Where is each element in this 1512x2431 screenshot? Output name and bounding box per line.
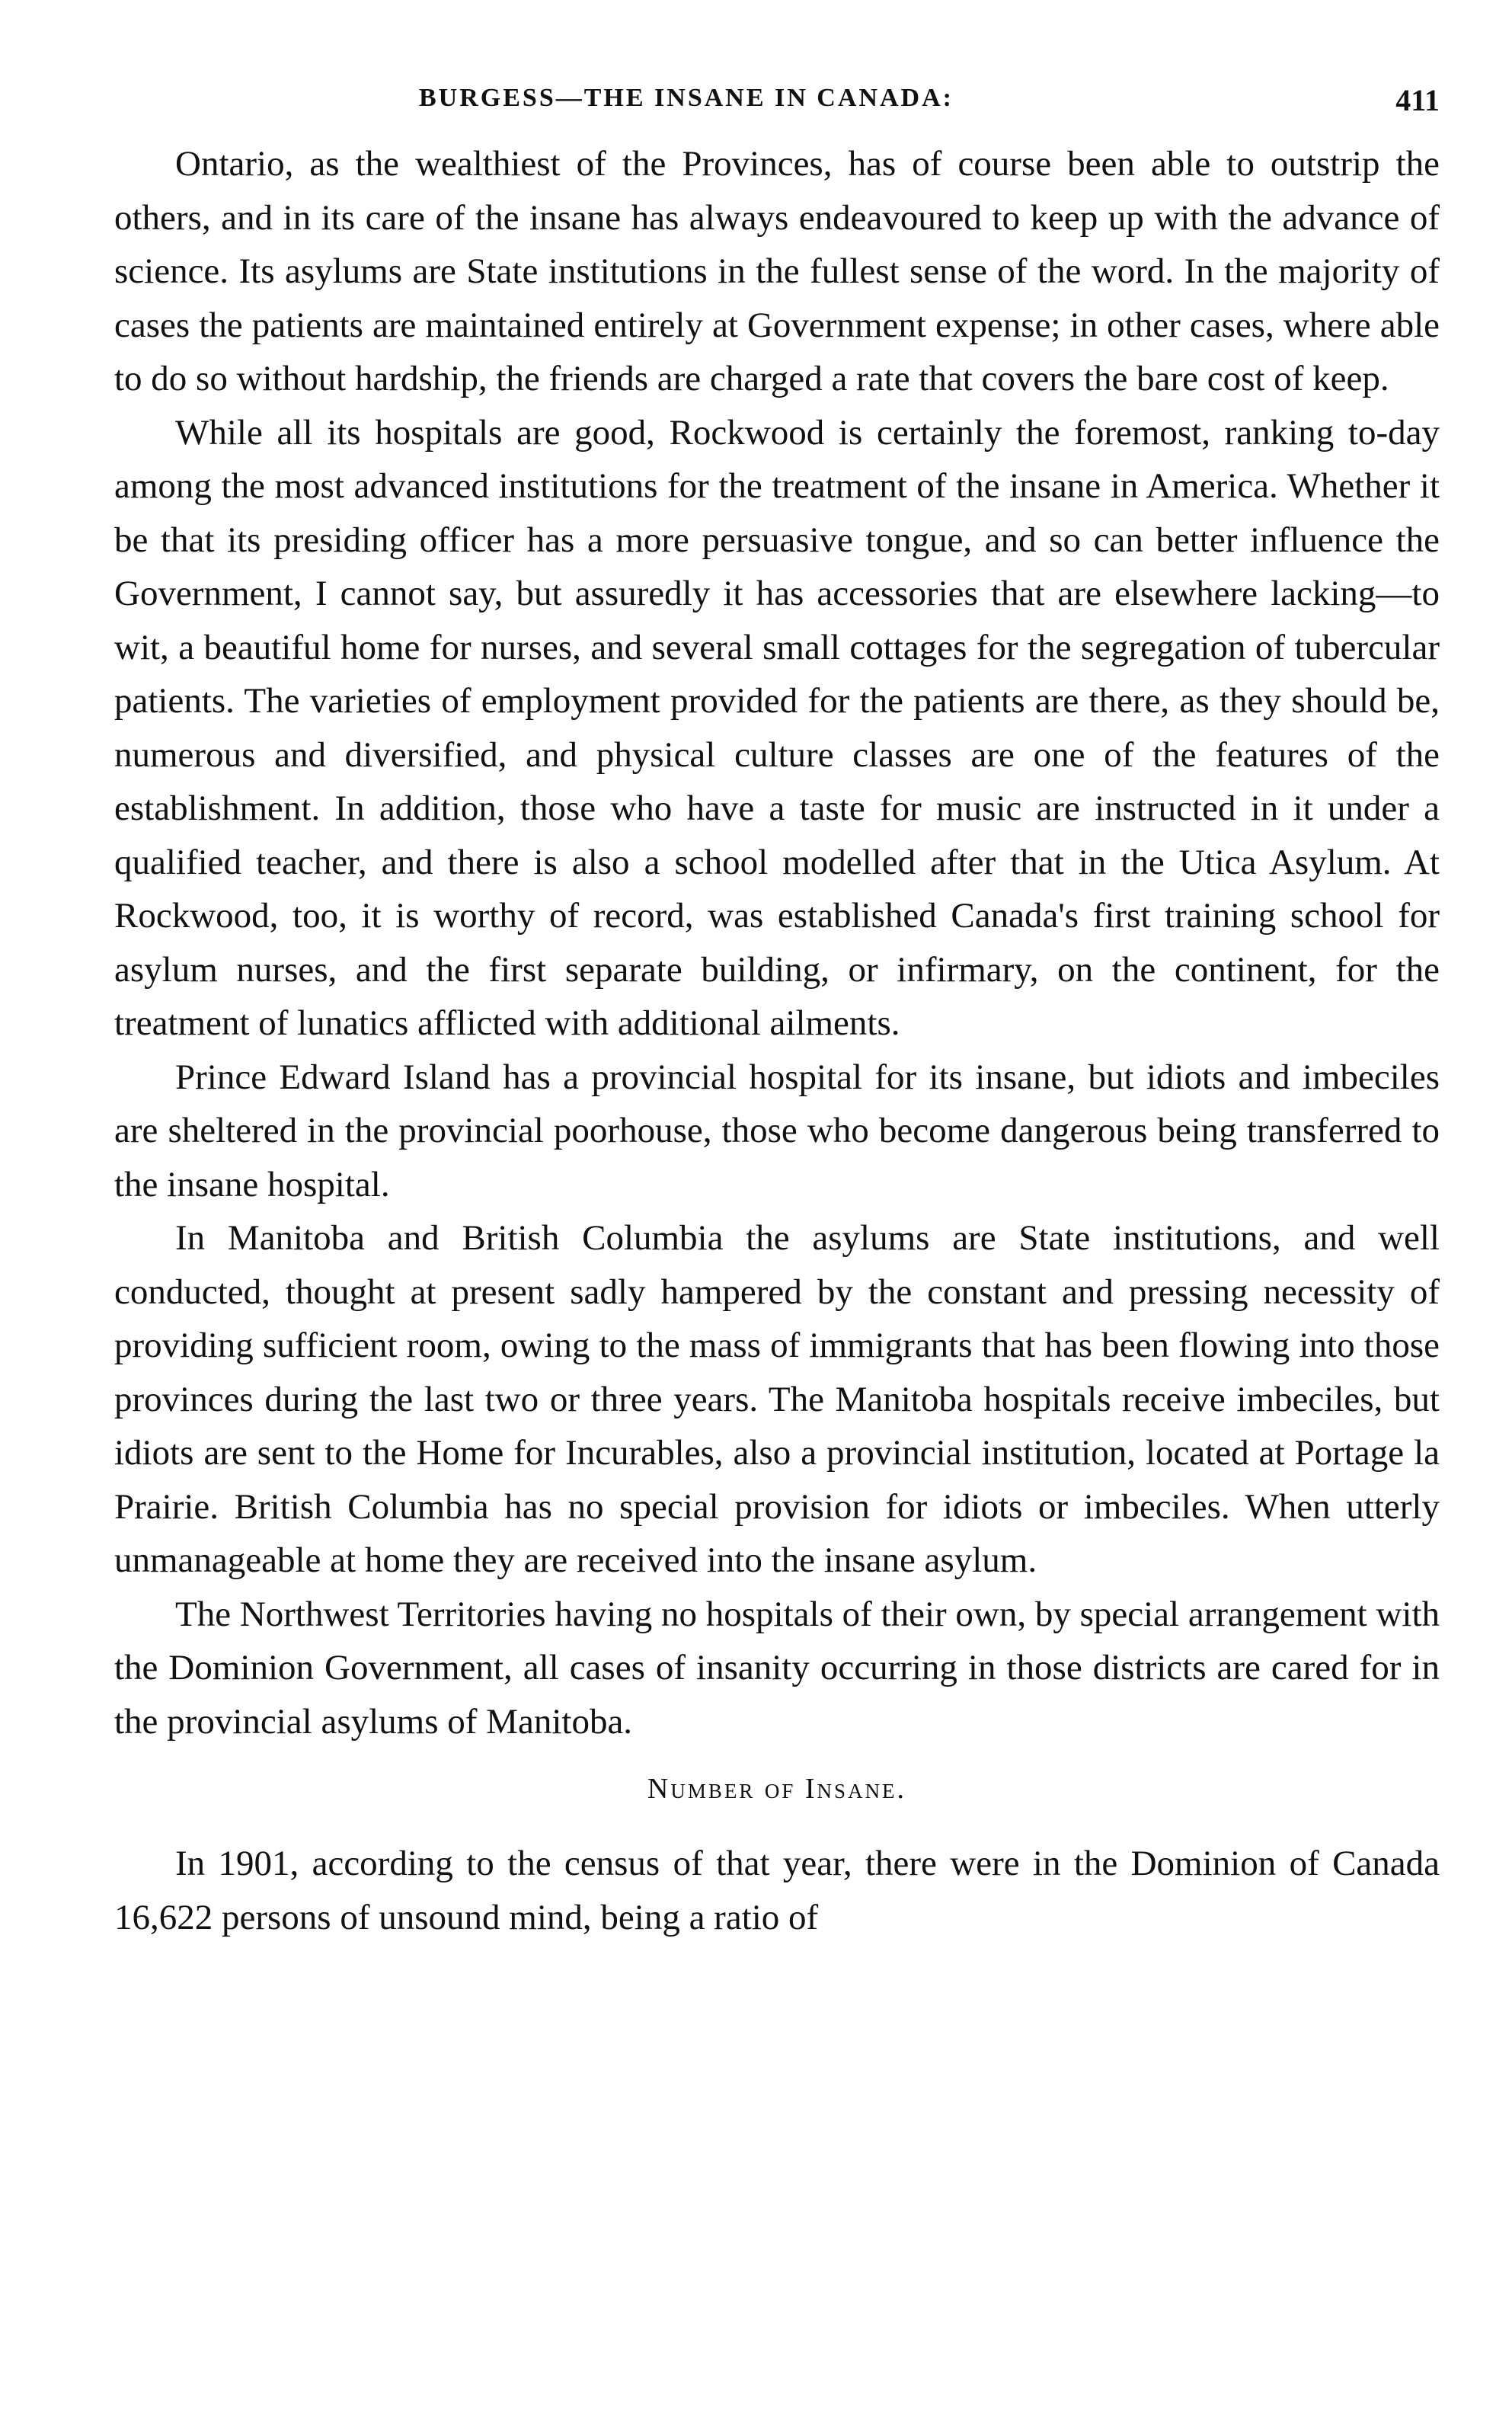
- body-text: [114, 137, 1440, 1944]
- running-head: [114, 76, 1440, 137]
- page-number: 411: [1395, 83, 1440, 117]
- paragraph-ontario: Ontario, as the wealthiest of the Provinces, has of course been able to outstrip the others, and in its care of the insane has always endeavoured to keep up with the advance of science. Its asylums are State institutions in the fullest sense of the word. In the majority of cases the patients are maintained entirely at Government expense; in other cases, where able to do so without hardship, the friends are charged a rate that covers the bare cost of keep.: [114, 144, 1440, 398]
- running-title: BURGESS—THE INSANE IN CANADA:: [419, 84, 954, 112]
- paragraph-manitoba-british-columbia: In Manitoba and British Columbia the asylums are State institutions, and well conducted, thought at present sadly hampered by the constant and pressing necessity of providing sufficient room, owing to the mass of immigrants that has been flowing into those provinces during the last two or three years. The Manitoba hospitals receive imbeciles, but idiots are sent to the Home for Incurables, also a provincial institution, located at Portage la Prairie. British Columbia has no special provision for idiots or imbeciles. When utterly unmanageable at home they are received into the insane asylum.: [114, 1218, 1440, 1580]
- paragraph-prince-edward-island: Prince Edward Island has a provincial hospital for its insane, but idiots and imbeciles are sheltered in the provincial poorhouse, those who become dangerous being transferred to the insane hospital.: [114, 1057, 1440, 1204]
- paragraph-rockwood: While all its hospitals are good, Rockwood is certainly the foremost, ranking to-day among the most advanced institutions for the treatment of the insane in America. Whether it be that its presiding officer has a more persuasive tongue, and so can better influence the Government, I cannot say, but assuredly it has accessories that are elsewhere lacking—to wit, a beautiful home for nurses, and several small cottages for the segregation of tubercular patients. The varieties of employment provided for the patients are there, as they should be, numerous and diversified, and physical culture classes are one of the features of the establishment. In addition, those who have a taste for music are instructed in it under a qualified teacher, and there is also a school modelled after that in the Utica Asylum. At Rockwood, too, it is worthy of record, was established Canada's first training school for asylum nurses, and the first separate building, or infirmary, on the continent, for the treatment of lunatics afflicted with additional ailments.: [114, 412, 1440, 1043]
- book-page: [114, 76, 1440, 1944]
- paragraph-census: In 1901, according to the census of that year, there were in the Dominion of Canada 16,622 persons of unsound mind, being a ratio of: [114, 1844, 1440, 1937]
- paragraph-northwest-territories: The Northwest Territories having no hospitals of their own, by special arrangement with the Dominion Government, all cases of insanity occurring in those districts are cared for in the provincial asylums of Manitoba.: [114, 1594, 1440, 1742]
- section-heading: Number of Insane.: [647, 1773, 907, 1805]
